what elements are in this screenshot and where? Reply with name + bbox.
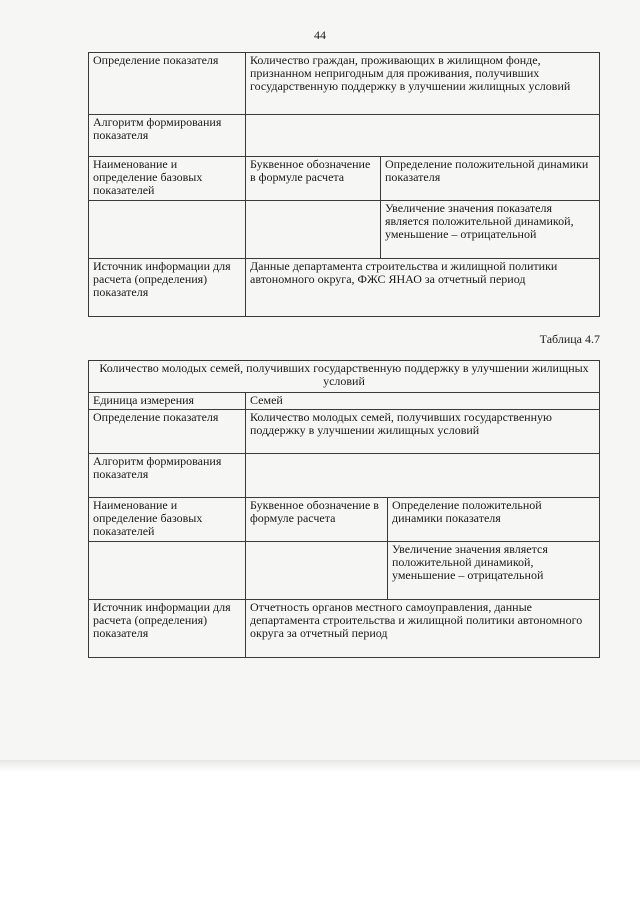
table-caption: Таблица 4.7 — [539, 332, 600, 346]
table-title: Количество молодых семей, получивших государственную поддержку в улучшении жилищных условий — [89, 361, 600, 393]
table-row — [89, 201, 600, 259]
source-value: Отчетность органов местного самоуправления, данные департамента строительства и жилищной политики автономного округа за отчетный период — [246, 600, 600, 658]
source-value: Данные департамента строительства и жилищной политики автономного округа, ФЖС ЯНАО за отчетный период — [246, 259, 600, 317]
algorithm-value — [246, 115, 600, 157]
source-label: Источник информации для расчета (определения) показателя — [89, 259, 246, 317]
base-indicators-label: Наименование и определение базовых показателей — [89, 498, 246, 542]
base-indicators-label: Наименование и определение базовых показателей — [89, 157, 246, 201]
unit-value: Семей — [246, 393, 600, 410]
positive-dynamics-label: Определение положительной динамики показателя — [388, 498, 600, 542]
table-row — [89, 393, 600, 410]
page-number: 44 — [314, 28, 326, 42]
definition-value: Количество молодых семей, получивших государственную поддержку в улучшении жилищных условий — [246, 410, 600, 454]
positive-dynamics-value: Увеличение значения показателя является положительной динамикой, уменьшение – отрицательной — [381, 201, 600, 259]
letter-notation-label: Буквенное обозначение в формуле расчета — [246, 157, 381, 201]
letter-notation-label: Буквенное обозначение в формуле расчета — [246, 498, 388, 542]
definition-label: Определение показателя — [89, 53, 246, 115]
indicator-table-2 — [88, 360, 600, 658]
unit-label: Единица измерения — [89, 393, 246, 410]
source-label: Источник информации для расчета (определения) показателя — [89, 600, 246, 658]
empty-cell — [89, 201, 246, 259]
table-row — [89, 410, 600, 454]
definition-value: Количество граждан, проживающих в жилищном фонде, признанном непригодным для проживания, получивших государственную поддержку в улучшении жилищных условий — [246, 53, 600, 115]
page-edge — [0, 760, 640, 772]
table-row — [89, 454, 600, 498]
table-row — [89, 542, 600, 600]
table-row — [89, 53, 600, 115]
algorithm-label: Алгоритм формирования показателя — [89, 454, 246, 498]
table-row — [89, 259, 600, 317]
indicator-table-1 — [88, 52, 600, 317]
algorithm-label: Алгоритм формирования показателя — [89, 115, 246, 157]
positive-dynamics-value: Увеличение значения является положительной динамикой, уменьшение – отрицательной — [388, 542, 600, 600]
positive-dynamics-label: Определение положительной динамики показателя — [381, 157, 600, 201]
empty-cell — [246, 542, 388, 600]
table-row — [89, 498, 600, 542]
empty-cell — [246, 201, 381, 259]
table-row — [89, 157, 600, 201]
table-row — [89, 361, 600, 393]
empty-cell — [89, 542, 246, 600]
table-row — [89, 600, 600, 658]
table-row — [89, 115, 600, 157]
algorithm-value — [246, 454, 600, 498]
definition-label: Определение показателя — [89, 410, 246, 454]
